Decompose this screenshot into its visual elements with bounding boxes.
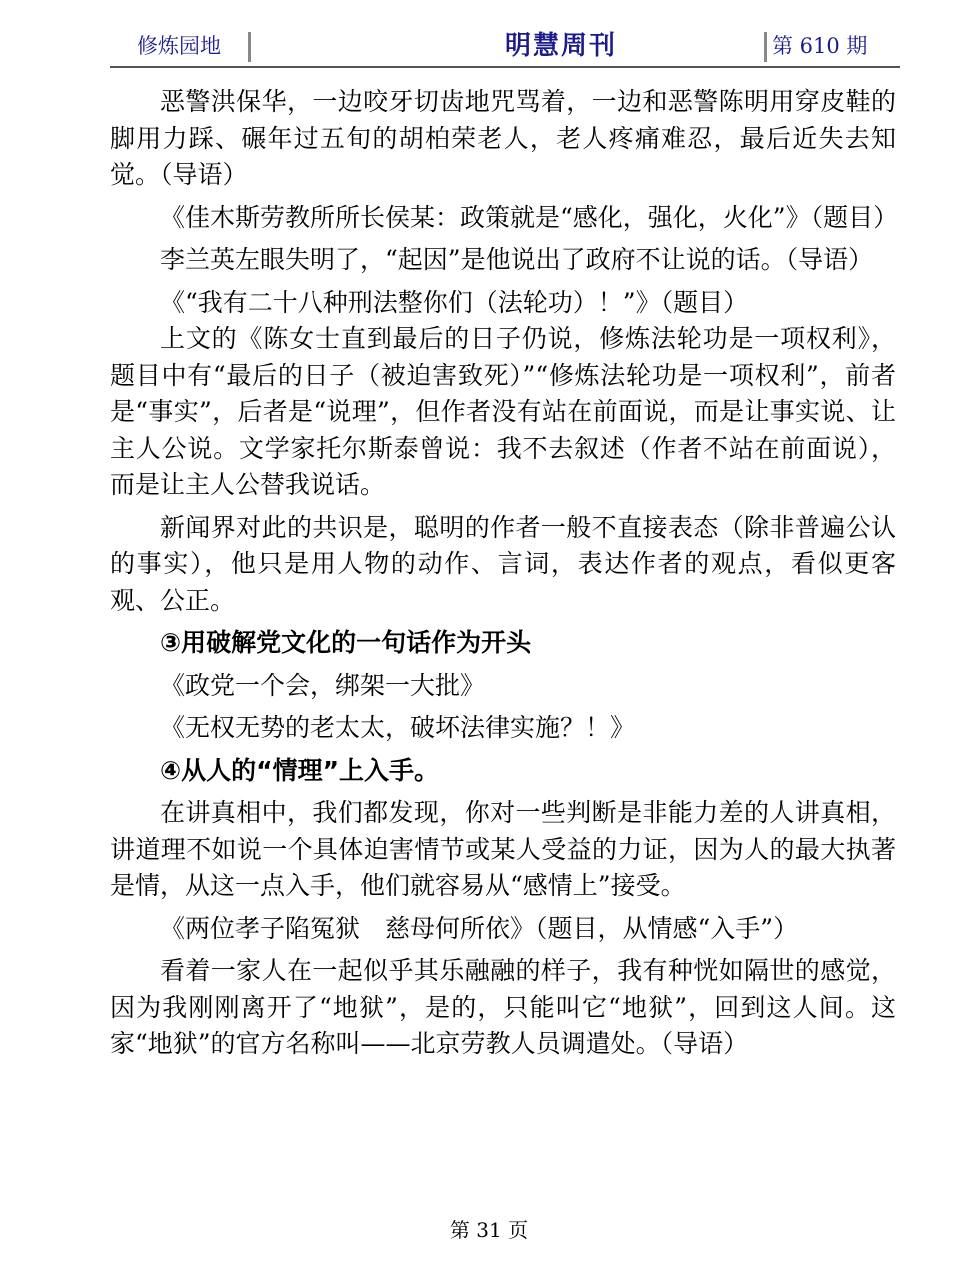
header-rule <box>110 66 900 68</box>
issue-number: 第 610 期 <box>772 34 868 58</box>
paragraph: 《两位孝子陷冤狱 慈母何所依》（题目，从情感“入手”） <box>160 913 799 943</box>
paragraph: 上文的《陈女士直到最后的日子仍说，修炼法轮功是一项权利》，题目中有“最后的日子（被迫害致死）”“修炼法轮功是一项权利”，前者是“事实”，后者是“说理”，但作者没有站在前面说，而是让事实说、让主人公说。文学家托尔斯泰曾说：我不去叙述（作者不站在前面说），而是让主人公替我说话。 <box>110 324 896 499</box>
page-header <box>110 26 900 68</box>
paragraph: 《政党一个会，绑架一大批》 <box>160 670 486 700</box>
section-name: 修炼园地 <box>137 34 221 58</box>
paragraph: 李兰英左眼失明了，“起因”是他说出了政府不让说的话。（导语） <box>160 245 874 274</box>
article-body <box>110 84 899 1063</box>
paragraph: 《佳木斯劳教所所长侯某：政策就是“感化，强化，火化”》（题目） <box>160 202 899 232</box>
page-number: 第 31 页 <box>449 1218 529 1242</box>
paragraph: 看着一家人在一起似乎其乐融融的样子，我有种恍如隔世的感觉，因为我刚刚离开了“地狱”，是的，只能叫它“地狱”，回到这人间。这家“地狱”的官方名称叫——北京劳教人员调遣处。（导语） <box>110 956 896 1058</box>
publication-title: 明慧周刊 <box>504 31 617 61</box>
section-heading: ④从人的“情理”上入手。 <box>160 755 440 785</box>
paragraph: 《“我有二十八种刑法整你们（法轮功）！”》（题目） <box>160 287 749 317</box>
paragraph: 在讲真相中，我们都发现，你对一些判断是非能力差的人讲真相，讲道理不如说一个具体迫害情节或某人受益的力证，因为人的最大执著是情，从这一点入手，他们就容易从“感情上”接受。 <box>110 798 896 900</box>
section-heading: ③用破解党文化的一句话作为开头 <box>160 628 532 657</box>
paragraph: 《无权无势的老太太，破坏法律实施？！》 <box>160 713 636 742</box>
paragraph: 新闻界对此的共识是，聪明的作者一般不直接表态（除非普遍公认的事实），他只是用人物的动作、言词，表达作者的观点，看似更客观、公正。 <box>110 512 896 615</box>
paragraph: 恶警洪保华，一边咬牙切齿地咒骂着，一边和恶警陈明用穿皮鞋的脚用力踩、碾年过五旬的胡柏荣老人，老人疼痛难忍，最后近失去知觉。（导语） <box>110 87 896 189</box>
